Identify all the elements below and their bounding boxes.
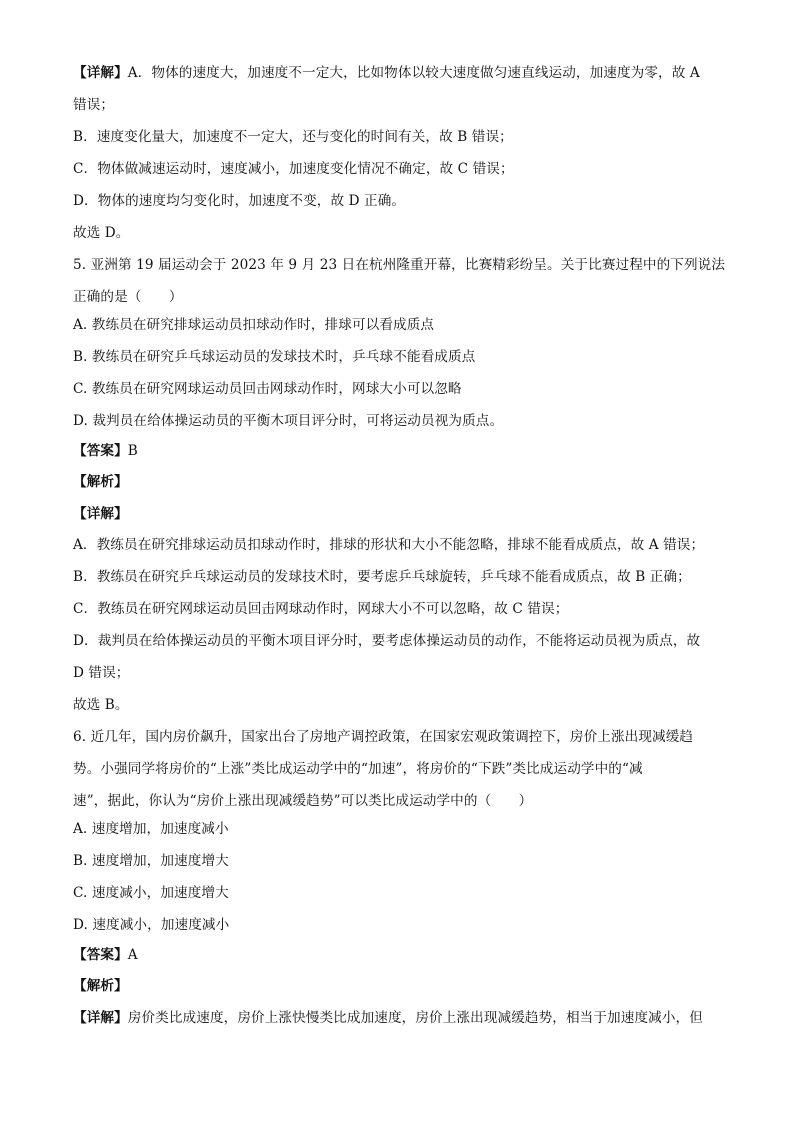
line-text: C．教练员在研究网球运动员回击网球动作时，网球大小不可以忽略，故 C 错误；	[73, 601, 569, 617]
answer-line	[73, 945, 723, 965]
line-text: A．教练员在研究排球运动员扣球动作时，排球的形状和大小不能忽略，排球不能看成质点，故 A 错误；	[73, 537, 705, 553]
question-6-stem	[73, 727, 723, 747]
section-tag: 【详解】	[73, 1010, 128, 1026]
line-text: 房价类比成速度，房价上涨快慢类比成加速度，房价上涨出现减缓趋势，相当于加速度减小，但	[127, 1010, 703, 1026]
line-text: A．物体的速度大，加速度不一定大，比如物体以较大速度做匀速直线运动，加速度为零，故 A	[127, 65, 700, 81]
question-5-stem	[73, 255, 726, 275]
line-text: 速”，据此，你认为“房价上涨出现减缓趋势”可以类比成运动学中的（ ）	[73, 793, 533, 809]
line-text: C. 教练员在研究网球运动员回击网球动作时，网球大小可以忽略	[73, 381, 462, 397]
line-text: 错误；	[73, 97, 115, 113]
text-line	[73, 631, 723, 651]
text-line	[73, 63, 723, 83]
text-line	[73, 95, 723, 115]
line-text: A. 速度增加，加速度减小	[73, 821, 229, 837]
question-6-stem	[73, 759, 723, 779]
line-text: C. 速度减小，加速度增大	[73, 885, 229, 901]
line-text: D. 速度减小，加速度减小	[73, 917, 230, 933]
text-line	[73, 567, 723, 587]
question-5-option-d	[73, 411, 723, 431]
line-text: 正确的是（ ）	[73, 289, 183, 305]
line-text: B．速度变化量大，加速度不一定大，还与变化的时间有关，故 B 错误；	[73, 129, 513, 145]
text-line	[73, 1008, 723, 1028]
line-text: 6. 近几年，国内房价飙升，国家出台了房地产调控政策，在国家宏观政策调控下，房价上涨出现减缓趋	[73, 729, 694, 745]
line-text: D. 裁判员在给体操运动员的平衡木项目评分时，可将运动员视为质点。	[73, 413, 504, 429]
line-text: A	[127, 947, 138, 963]
question-5-option-b	[73, 347, 723, 367]
line-text: B．教练员在研究乒乓球运动员的发球技术时，要考虑乒乓球旋转，乒乓球不能看成质点，故 B 正确；	[73, 569, 691, 585]
question-5-option-a	[73, 315, 723, 335]
line-text: 势。小强同学将房价的“上涨”类比成运动学中的“加速”，将房价的“下跌”类比成运动学中的“减	[73, 761, 643, 777]
line-text: B. 速度增加，加速度增大	[73, 853, 229, 869]
question-6-option-d	[73, 915, 723, 935]
analysis-heading	[73, 472, 723, 492]
analysis-heading	[73, 976, 723, 996]
question-6-stem	[73, 791, 723, 811]
question-5-stem	[73, 287, 723, 307]
text-line	[73, 535, 723, 555]
section-tag: 【解析】	[73, 474, 128, 490]
text-line	[73, 223, 723, 243]
line-text: D．裁判员在给体操运动员的平衡木项目评分时，要考虑体操运动员的动作，不能将运动员视为质点，故	[73, 633, 701, 649]
line-text: 故选 D。	[73, 225, 130, 241]
question-5-option-c	[73, 379, 723, 399]
line-text: B	[127, 443, 138, 459]
text-line	[73, 191, 723, 211]
line-text: D．物体的速度均匀变化时，加速度不变，故 D 正确。	[73, 193, 406, 209]
section-tag: 【答案】	[73, 443, 128, 459]
text-line	[73, 695, 723, 715]
line-text: A. 教练员在研究排球运动员扣球动作时，排球可以看成质点	[73, 317, 435, 333]
detail-heading	[73, 504, 723, 524]
section-tag: 【详解】	[73, 65, 128, 81]
text-line	[73, 127, 723, 147]
answer-line	[73, 441, 723, 461]
line-text: 5. 亚洲第 19 届运动会于 2023 年 9 月 23 日在杭州隆重开幕，比赛精彩纷呈。关于比赛过程中的下列说法	[73, 257, 726, 273]
question-6-option-c	[73, 883, 723, 903]
text-line	[73, 663, 723, 683]
line-text: D 错误；	[73, 665, 130, 681]
text-line	[73, 599, 723, 619]
line-text: B. 教练员在研究乒乓球运动员的发球技术时，乒乓球不能看成质点	[73, 349, 476, 365]
line-text: 故选 B。	[73, 697, 129, 713]
line-text: C．物体做减速运动时，速度减小，加速度变化情况不确定，故 C 错误；	[73, 161, 514, 177]
section-tag: 【解析】	[73, 978, 128, 994]
section-tag: 【详解】	[73, 506, 128, 522]
question-6-option-b	[73, 851, 723, 871]
text-line	[73, 159, 723, 179]
question-6-option-a	[73, 819, 723, 839]
section-tag: 【答案】	[73, 947, 128, 963]
